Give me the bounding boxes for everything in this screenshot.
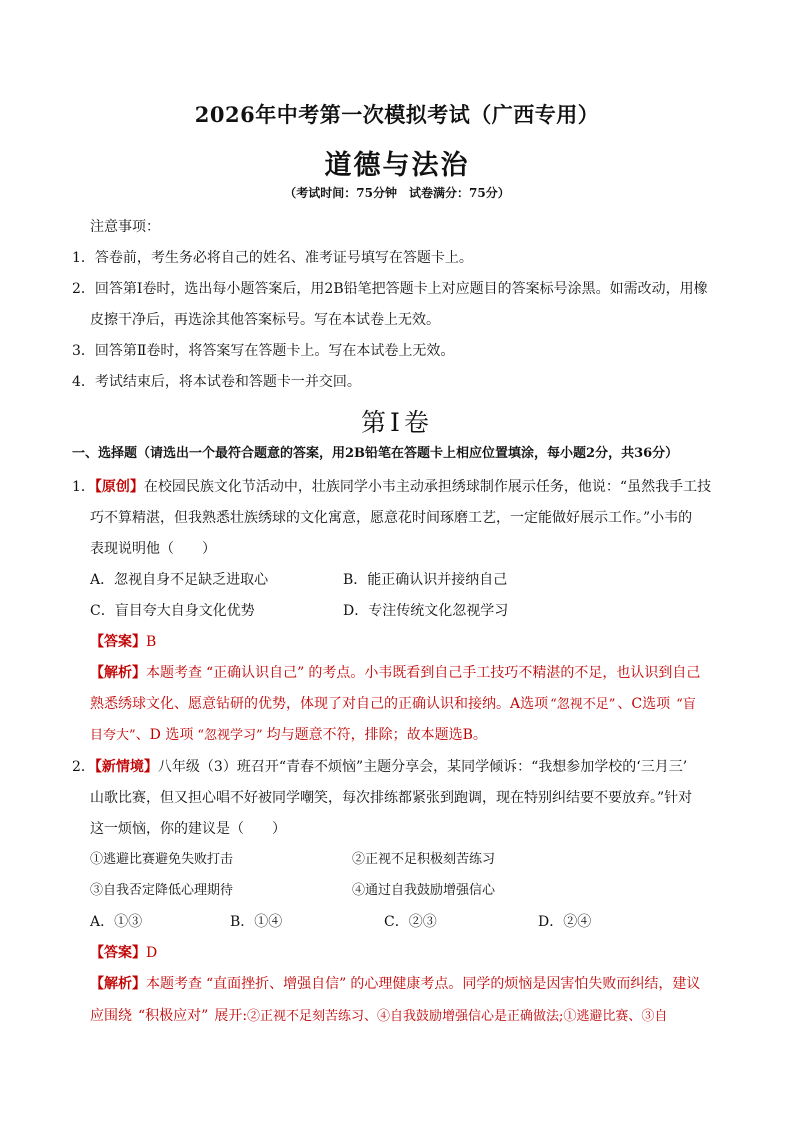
- q2-line-1: [72, 757, 687, 777]
- q2-answer: [90, 943, 157, 963]
- q2-analysis-2c: 展开:: [214, 1008, 248, 1024]
- q2-analysis-tag: 【解析】: [90, 976, 146, 992]
- q1-option-c: C．盲目夸大自身文化优势: [90, 603, 255, 619]
- note-item-2-cont: 皮擦干净后，再选涂其他答案标号。写在本试卷上无效。: [90, 312, 440, 328]
- q1-analysis-1b: “正确认识自己”: [206, 665, 305, 681]
- note-item-2: 2．回答第Ⅰ卷时，选出每小题答案后，用2B铅笔把答题卡上对应题目的答案标号涂黑。如需改动，用橡: [72, 281, 708, 297]
- q1-stem-1: 在校园民族文化节活动中，壮族同学小韦主动承担绣球制作展示任务，他说：“虽然我手工技: [143, 479, 712, 495]
- q1-analysis-3d: 均与题意不符，排除；故本题选B。: [266, 727, 487, 743]
- q1-analysis-3a: 目夸大”: [90, 728, 136, 743]
- q1-analysis-line-3: [90, 725, 487, 746]
- exam-title: 2026年中考第一次模拟考试（广西专用）: [194, 102, 600, 127]
- q2-option-d: D．②④: [538, 914, 592, 930]
- q1-analysis-1c: 的考点。小韦既看到自己手工技巧不精湛的不足，也认识到自己: [308, 665, 701, 681]
- q2-option-c: C．②③: [384, 914, 437, 930]
- q1-analysis-tag: 【解析】: [90, 665, 146, 681]
- q1-number: 1．: [72, 479, 95, 495]
- q1-analysis-2d: “盲: [676, 697, 696, 712]
- note-item-4: 4．考试结束后，将本试卷和答题卡一并交回。: [72, 374, 361, 390]
- q1-analysis-3c: “忽视学习”: [197, 728, 263, 743]
- q1-line-2: 巧不算精湛，但我熟悉壮族绣球的文化寓意，愿意花时间琢磨工艺，一定能做好展示工作。”小韦的: [90, 510, 693, 526]
- q2-analysis-2d: ②正视不足刻苦练习、④自我鼓励增强信心是正确做法;①逃避比赛、③自: [247, 1009, 668, 1024]
- note-item-3: 3．回答第Ⅱ卷时，将答案写在答题卡上。写在本试卷上无效。: [72, 343, 455, 359]
- q1-line-1: [72, 477, 711, 497]
- q1-analysis-2b: “忽视不足”: [550, 697, 616, 712]
- q2-analysis-1c: 的心理健康考点。同学的烦恼是因害怕失败而纠结，建议: [350, 976, 701, 992]
- q2-statement-3: ③自我否定降低心理期待: [90, 883, 234, 898]
- q2-analysis-line-2: [90, 1006, 667, 1027]
- q1-analysis-line-1: [90, 663, 700, 683]
- q2-answer-tag: 【答案】: [90, 945, 146, 961]
- q1-analysis-3b: 、D 选项: [135, 727, 194, 743]
- q1-analysis-2c: 、C选项: [617, 696, 671, 712]
- q2-statement-4: ④通过自我鼓励增强信心: [352, 883, 496, 898]
- q2-number: 2．: [72, 759, 95, 775]
- note-item-1: 1．答卷前，考生务必将自己的姓名、准考证号填写在答题卡上。: [72, 250, 473, 266]
- q1-option-a: A．忽视自身不足缺乏进取心: [90, 572, 269, 588]
- q2-answer-value: D: [146, 945, 158, 961]
- q2-analysis-line-1: [90, 974, 700, 994]
- q1-option-d: D．专注传统文化忽视学习: [343, 603, 509, 619]
- q2-tag: 【新情境】: [94, 759, 158, 775]
- q2-analysis-2b: “积极应对”: [138, 1008, 209, 1024]
- q2-analysis-1a: 本题考查: [146, 976, 202, 992]
- q2-line-2: 山歌比赛，但又担心唱不好被同学嘲笑，每次排练都紧张到跑调，现在特别纠结要不要放弃。”针对: [90, 790, 693, 806]
- q1-analysis-1a: 本题考查: [146, 665, 202, 681]
- q2-statement-1: ①逃避比赛避免失败打击: [90, 852, 234, 867]
- exam-info: （考试时间：75分钟 试卷满分：75分）: [284, 186, 510, 200]
- section-heading: 一、选择题（请选出一个最符合题意的答案，用2B铅笔在答题卡上相应位置填涂，每小题2分，共36分）: [72, 446, 679, 461]
- q2-analysis-2a: 应围绕: [90, 1008, 132, 1024]
- q1-answer-value: B: [146, 634, 157, 650]
- q2-option-a: A．①③: [90, 914, 143, 930]
- q1-analysis-line-2: [90, 694, 696, 715]
- q1-analysis-2a: 熟悉绣球文化、愿意钻研的优势，体现了对自己的正确认识和接纳。A选项: [90, 696, 549, 712]
- q1-answer: [90, 632, 156, 652]
- volume-title: 第Ⅰ卷: [361, 408, 433, 437]
- q1-line-3: 表现说明他（ ）: [90, 541, 216, 557]
- q2-stem-1: 八年级（3）班召开“青春不烦恼”主题分享会，某同学倾诉：“我想参加学校的‘三月三’: [157, 759, 688, 775]
- q2-option-b: B．①④: [230, 914, 283, 930]
- q1-tag: 【原创】: [94, 479, 144, 495]
- q1-option-b: B．能正确认识并接纳自己: [343, 572, 508, 588]
- q2-analysis-1b: “直面挫折、增强自信”: [206, 976, 347, 992]
- q2-line-3: 这一烦恼，你的建议是（ ）: [90, 821, 286, 837]
- notes-heading: 注意事项：: [90, 219, 160, 235]
- q1-answer-tag: 【答案】: [90, 634, 146, 650]
- q2-statement-2: ②正视不足积极刻苦练习: [352, 852, 496, 867]
- subject-title: 道德与法治: [324, 150, 470, 181]
